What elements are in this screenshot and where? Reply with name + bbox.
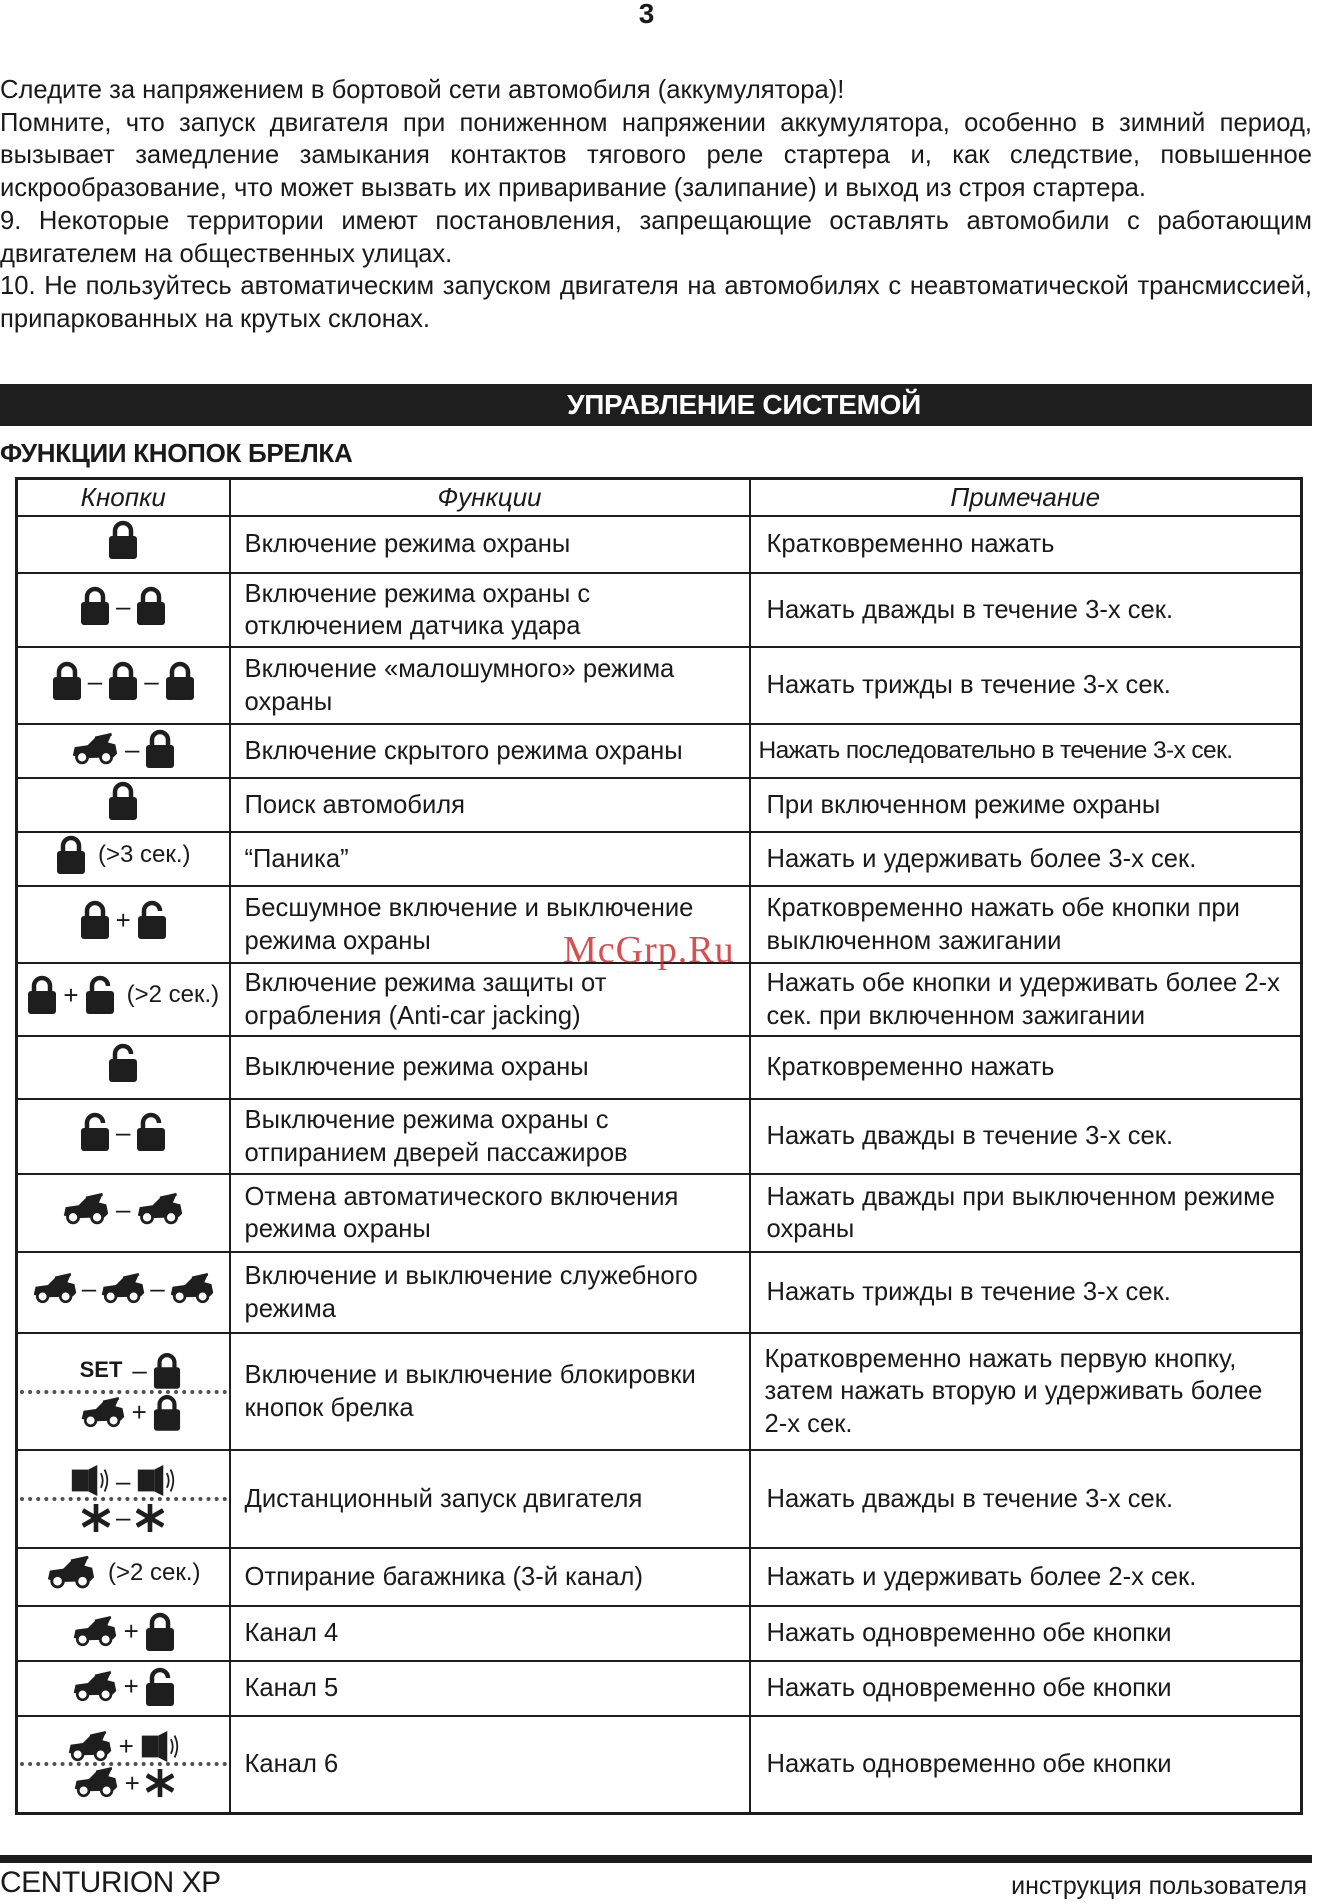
header-buttons: Кнопки — [17, 479, 230, 517]
table-row — [17, 724, 1302, 778]
dash-separator: – — [150, 1273, 165, 1304]
function-cell: Дистанционный запуск двигателя — [230, 1450, 750, 1548]
lock-icon — [27, 975, 57, 1015]
dash-separator: – — [116, 1193, 131, 1224]
table-row — [17, 1174, 1302, 1252]
function-cell: Включение и выключение блокировки кнопок брелка — [230, 1333, 750, 1450]
table-row — [17, 516, 1302, 573]
car-trunk-icon — [67, 1731, 113, 1762]
table-row — [17, 647, 1302, 724]
plus-separator: + — [115, 905, 131, 935]
note-cell: Кратковременно нажать — [750, 516, 1302, 573]
table-header-row — [17, 479, 1302, 517]
car-trunk-icon — [72, 1616, 118, 1647]
note-cell: Нажать дважды при выключенном режиме охраны — [750, 1174, 1302, 1252]
car-trunk-icon — [136, 1193, 184, 1225]
plus-separator: + — [123, 1671, 139, 1702]
note-cell: Кратковременно нажать обе кнопки при выключенном зажигании — [750, 886, 1302, 963]
car-trunk-icon — [100, 1273, 146, 1304]
button-combo — [17, 573, 230, 647]
or-divider — [20, 1497, 227, 1501]
lock-icon — [80, 900, 110, 940]
table-row — [17, 1099, 1302, 1174]
table-row — [17, 1333, 1302, 1450]
car-trunk-icon — [46, 1556, 96, 1589]
note-cell: Нажать обе кнопки и удерживать более 2-х сек. при включенном зажигании — [750, 963, 1302, 1036]
function-cell: Поиск автомобиля — [230, 778, 750, 832]
note-cell: Нажать дважды в течение 3-х сек. — [750, 1099, 1302, 1174]
button-combo — [17, 1450, 230, 1548]
function-cell: Выключение режима охраны — [230, 1036, 750, 1099]
set-button-label: SET — [79, 1357, 123, 1383]
button-combo — [17, 516, 230, 573]
note-cell: Нажать одновременно обе кнопки — [750, 1661, 1302, 1716]
dash-separator: – — [116, 1502, 131, 1533]
dash-separator: – — [125, 733, 140, 764]
button-combo — [17, 1174, 230, 1252]
button-combo — [17, 647, 230, 724]
lock-icon — [56, 835, 86, 875]
lock-icon — [153, 1352, 181, 1390]
intro-paragraph: Помните, что запуск двигателя при пониженном напряжении аккумулятора, особенно в зимний период, вызывает замедление замыкания контактов тягового реле стартера и, как следствие, повышенное искрообразование, что может вызвать их приваривание (залипание) и выход из строя стартера. — [0, 108, 1312, 203]
note-cell: Нажать трижды в течение 3-х сек. — [750, 1252, 1302, 1333]
function-cell: Бесшумное включение и выключение режима охраны — [230, 886, 750, 963]
button-combo — [17, 832, 230, 886]
table-row — [17, 1548, 1302, 1606]
unlock-icon — [85, 975, 115, 1015]
function-cell: Включение режима охраны — [230, 516, 750, 573]
table-row — [17, 1036, 1302, 1099]
button-combo — [17, 1548, 230, 1606]
table-row — [17, 573, 1302, 647]
function-cell: Отмена автоматического включения режима охраны — [230, 1174, 750, 1252]
key-functions-table — [15, 477, 1303, 1815]
note-cell: Нажать одновременно обе кнопки — [750, 1606, 1302, 1661]
button-combo — [17, 1099, 230, 1174]
header-functions: Функции — [230, 479, 750, 517]
note-cell: При включенном режиме охраны — [750, 778, 1302, 832]
header-notes: Примечание — [750, 479, 1302, 517]
button-combo — [17, 1606, 230, 1661]
button-combo — [17, 1252, 230, 1333]
note-cell: Нажать одновременно обе кнопки — [750, 1716, 1302, 1813]
hold-duration-label: (>2 сек.) — [126, 981, 220, 1008]
footer-product-name: CENTURION XP — [0, 1866, 221, 1899]
intro-paragraph: Следите за напряжением в бортовой сети автомобиля (аккумулятора)! — [0, 76, 845, 104]
speaker-icon — [136, 1464, 176, 1497]
button-combo — [17, 886, 230, 963]
table-row — [17, 832, 1302, 886]
button-combo — [17, 1036, 230, 1099]
lock-icon — [108, 520, 138, 560]
note-cell: Нажать и удерживать более 2-х сек. — [750, 1548, 1302, 1606]
page-number: 3 — [638, 0, 655, 29]
unlock-icon — [136, 1112, 166, 1152]
plus-separator: + — [131, 1397, 147, 1428]
function-cell: Включение режима охраны с отключением датчика удара — [230, 573, 750, 647]
car-trunk-icon — [32, 1273, 78, 1304]
function-cell: Канал 4 — [230, 1606, 750, 1661]
table-row — [17, 1450, 1302, 1548]
hold-duration-label: (>2 сек.) — [107, 1558, 201, 1586]
button-combo — [17, 1333, 230, 1450]
or-divider — [20, 1762, 227, 1766]
lock-icon — [108, 781, 138, 821]
note-cell: Нажать и удерживать более 3-х сек. — [750, 832, 1302, 886]
function-cell: Включение и выключение служебного режима — [230, 1252, 750, 1333]
note-cell: Нажать последовательно в течение 3-х сек. — [750, 724, 1302, 778]
button-combo — [17, 963, 230, 1036]
car-trunk-icon — [73, 1767, 119, 1798]
car-trunk-icon — [72, 1671, 118, 1702]
lock-icon — [80, 586, 110, 626]
dash-separator: – — [81, 1273, 97, 1304]
hold-duration-label: (>3 сек.) — [97, 840, 191, 868]
function-cell: Выключение режима охраны с отпиранием дверей пассажиров — [230, 1099, 750, 1174]
function-cell: Канал 5 — [230, 1661, 750, 1716]
plus-separator: + — [124, 1767, 140, 1798]
footer-divider — [0, 1855, 1312, 1863]
note-cell: Кратковременно нажать первую кнопку, затем нажать вторую и удерживать более 2-х сек. — [750, 1333, 1302, 1450]
button-combo — [17, 1661, 230, 1716]
car-trunk-icon — [71, 733, 119, 765]
function-cell: Отпирание багажника (3-й канал) — [230, 1548, 750, 1606]
lock-icon — [145, 1612, 175, 1652]
dash-separator: – — [87, 666, 103, 696]
asterisk-icon — [146, 1769, 174, 1797]
lock-icon — [136, 586, 166, 626]
button-combo — [17, 778, 230, 832]
speaker-icon — [140, 1730, 180, 1763]
note-cell: Кратковременно нажать — [750, 1036, 1302, 1099]
lock-icon — [108, 661, 138, 701]
lock-icon — [145, 729, 175, 769]
dash-separator: – — [144, 666, 159, 696]
table-row — [17, 1716, 1302, 1813]
plus-separator: + — [63, 980, 79, 1010]
unlock-icon — [108, 1043, 138, 1083]
car-trunk-icon — [80, 1397, 126, 1428]
dash-separator: – — [116, 590, 131, 621]
table-row — [17, 963, 1302, 1036]
plus-separator: + — [123, 1616, 139, 1647]
asterisk-icon — [82, 1504, 110, 1532]
note-cell: Нажать дважды в течение 3-х сек. — [750, 573, 1302, 647]
intro-paragraph: 9. Некоторые территории имеют постановления, запрещающие оставлять автомобили с работающим двигателем на общественных улицах. — [0, 206, 1312, 268]
car-trunk-icon — [169, 1273, 215, 1304]
lock-icon — [165, 661, 195, 701]
table-row — [17, 778, 1302, 832]
function-cell: Включение режима защиты от ограбления (Anti-car jacking) — [230, 963, 750, 1036]
table-row — [17, 1606, 1302, 1661]
note-cell: Нажать дважды в течение 3-х сек. — [750, 1450, 1302, 1548]
lock-icon — [153, 1394, 181, 1432]
function-cell: Включение скрытого режима охраны — [230, 724, 750, 778]
section-title: УПРАВЛЕНИЕ СИСТЕМОЙ — [0, 384, 1312, 426]
intro-text — [0, 74, 1312, 336]
asterisk-icon — [136, 1504, 164, 1532]
button-combo — [17, 724, 230, 778]
plus-separator: + — [118, 1730, 134, 1761]
lock-icon — [52, 661, 82, 701]
footer-doc-type: инструкция пользователя — [1011, 1872, 1307, 1900]
dash-separator: – — [132, 1355, 147, 1386]
function-cell: Канал 6 — [230, 1716, 750, 1813]
watermark: McGrp.Ru — [563, 929, 735, 971]
function-cell: “Паника” — [230, 832, 750, 886]
unlock-icon — [80, 1112, 110, 1152]
intro-paragraph: 10. Не пользуйтесь автоматическим запуском двигателя на автомобилях с неавтоматической трансмиссией, припаркованных на крутых склонах. — [0, 272, 1312, 333]
or-divider — [20, 1390, 227, 1394]
unlock-icon — [145, 1667, 175, 1707]
button-combo — [17, 1716, 230, 1813]
speaker-icon — [70, 1464, 110, 1497]
table-row — [17, 1252, 1302, 1333]
table-subtitle: ФУНКЦИИ КНОПОК БРЕЛКА — [0, 438, 353, 468]
dash-separator: – — [116, 1465, 131, 1496]
table-row — [17, 1661, 1302, 1716]
dash-separator: – — [116, 1117, 131, 1147]
note-cell: Нажать трижды в течение 3-х сек. — [750, 647, 1302, 724]
unlock-icon — [137, 900, 167, 940]
car-trunk-icon — [62, 1193, 110, 1225]
function-cell: Включение «малошумного» режима охраны — [230, 647, 750, 724]
